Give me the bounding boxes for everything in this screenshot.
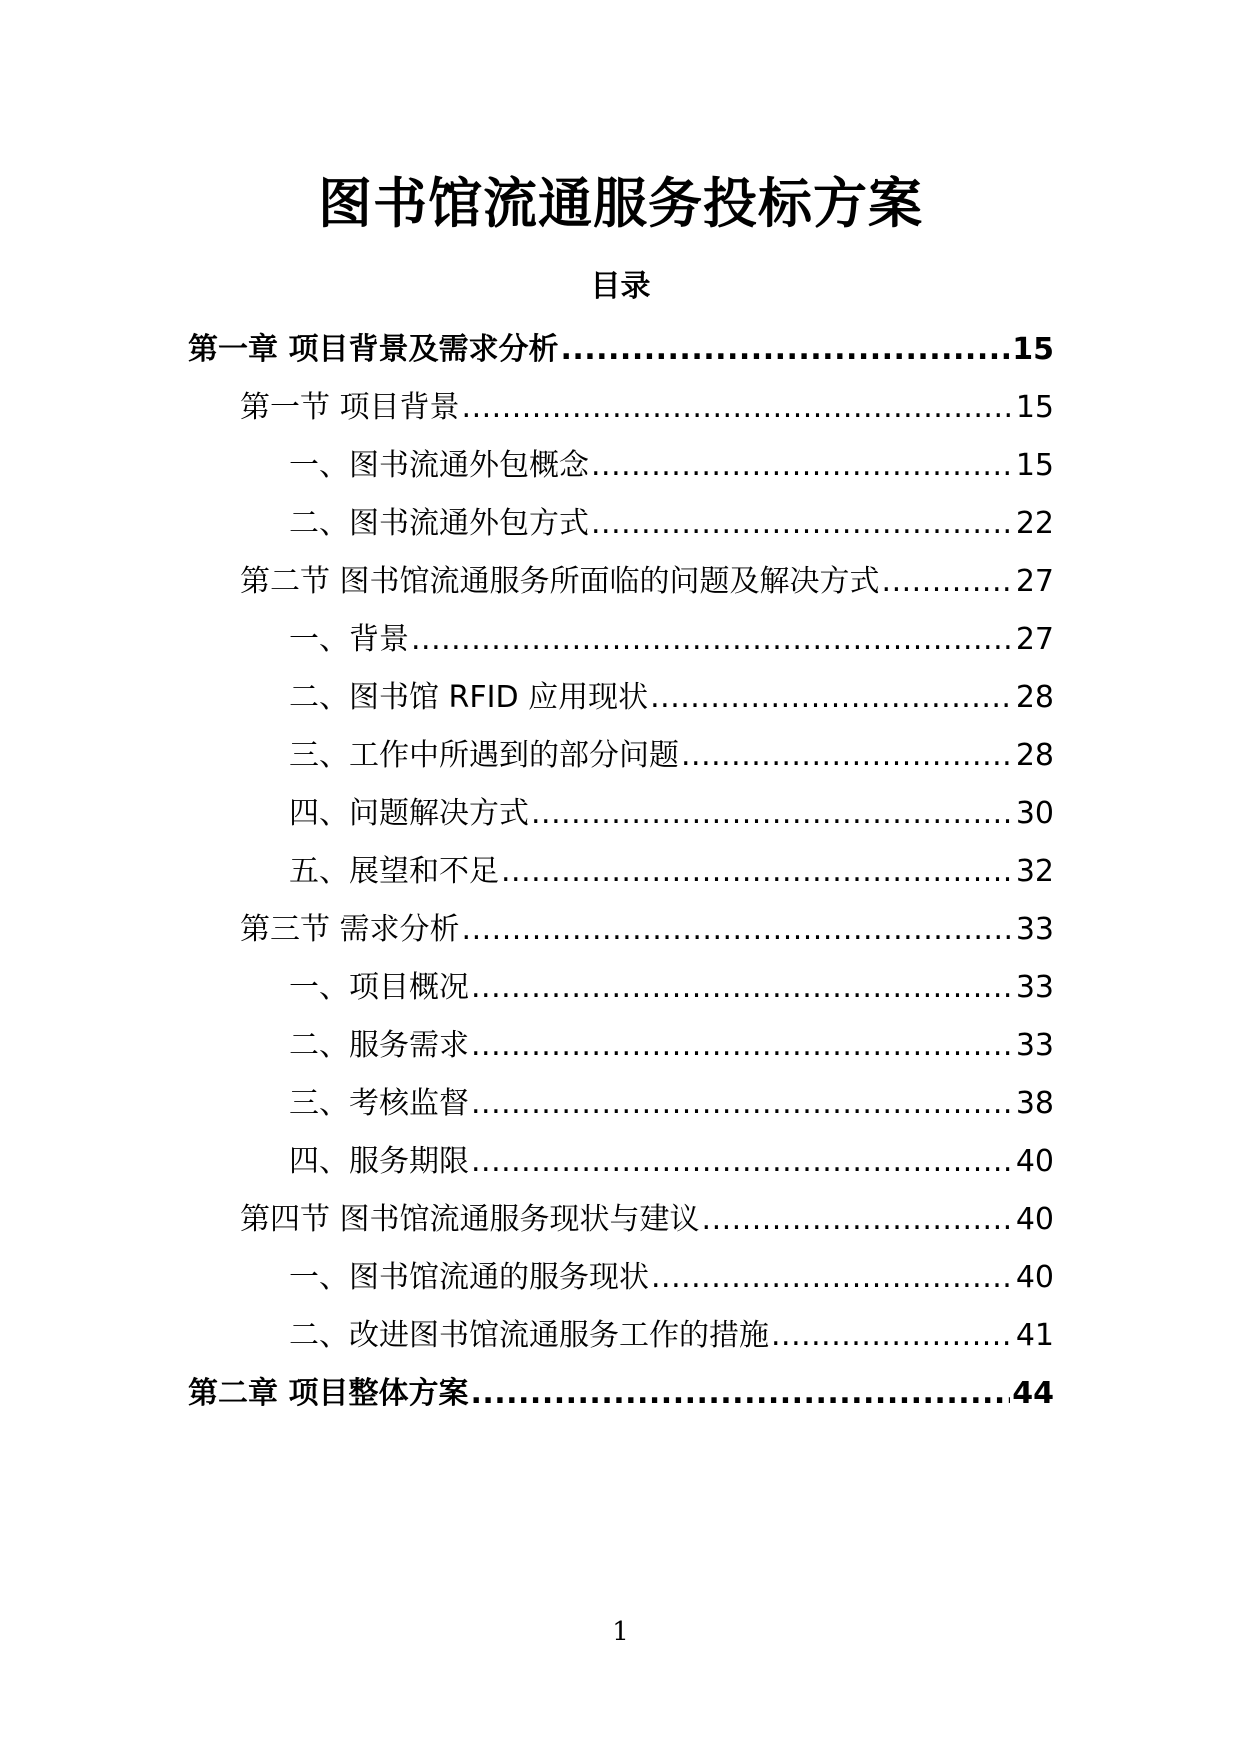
toc-entry-section-1-4[interactable] (240, 1196, 1054, 1244)
toc-entry-item[interactable] (289, 790, 1054, 838)
toc-entry-page: 30 (1015, 796, 1054, 831)
toc-entry-page: 38 (1015, 1086, 1054, 1121)
toc-entry-label: 二、改进图书馆流通服务工作的措施 (289, 1318, 769, 1353)
toc-entry-section-1-2[interactable] (240, 558, 1054, 606)
toc-dot-leader (651, 1254, 1014, 1302)
toc-entry-section-1-1[interactable] (240, 384, 1054, 432)
toc-entry-label: 三、考核监督 (289, 1086, 469, 1121)
toc-entry-label: 一、背景 (289, 622, 409, 657)
toc-entry-label: 二、图书流通外包方式 (289, 506, 589, 541)
toc-dot-leader (681, 732, 1014, 780)
toc-dot-leader (470, 1370, 1010, 1418)
toc-entry-item[interactable] (289, 1080, 1054, 1128)
toc-entry-label: 第三节 需求分析 (240, 912, 460, 947)
toc-entry-page: 28 (1015, 738, 1054, 773)
toc-dot-leader (591, 500, 1014, 548)
page-number: 1 (612, 1617, 629, 1647)
toc-entry-item[interactable] (289, 442, 1054, 490)
toc-entry-label: 第一节 项目背景 (240, 390, 460, 425)
toc-entry-chapter-1[interactable] (188, 326, 1054, 374)
toc-dot-leader (650, 674, 1014, 722)
toc-dot-leader (882, 558, 1014, 606)
toc-entry-page: 27 (1015, 622, 1054, 657)
toc-dot-leader (501, 848, 1014, 896)
toc-entry-item[interactable] (289, 732, 1054, 780)
toc-dot-leader (591, 442, 1014, 490)
toc-entry-page: 33 (1015, 1028, 1054, 1063)
toc-dot-leader (471, 1138, 1014, 1186)
toc-entry-label: 第二节 图书馆流通服务所面临的问题及解决方式 (240, 564, 880, 599)
toc-dot-leader (471, 1080, 1014, 1128)
toc-entry-label: 四、服务期限 (289, 1144, 469, 1179)
toc-entry-page: 33 (1015, 970, 1054, 1005)
toc-entry-page: 44 (1012, 1376, 1054, 1411)
toc-entry-label: 三、工作中所遇到的部分问题 (289, 738, 679, 773)
toc-entry-label: 一、项目概况 (289, 970, 469, 1005)
toc-entry-section-1-3[interactable] (240, 906, 1054, 954)
toc-entry-page: 40 (1015, 1260, 1054, 1295)
toc-dot-leader (471, 1022, 1014, 1070)
toc-entry-page: 15 (1015, 390, 1054, 425)
toc-entry-chapter-2[interactable] (188, 1370, 1054, 1418)
toc-entry-item[interactable] (289, 1312, 1054, 1360)
toc-entry-label: 第四节 图书馆流通服务现状与建议 (240, 1202, 700, 1237)
toc-entry-page: 40 (1015, 1202, 1054, 1237)
toc-dot-leader (411, 616, 1014, 664)
toc-entry-item[interactable] (289, 500, 1054, 548)
toc-entry-label: 一、图书流通外包概念 (289, 448, 589, 483)
toc-entry-item[interactable] (289, 616, 1054, 664)
toc-entry-page: 27 (1015, 564, 1054, 599)
toc-dot-leader (462, 384, 1014, 432)
toc-entry-page: 32 (1015, 854, 1054, 889)
toc-entry-item[interactable] (289, 1254, 1054, 1302)
toc-dot-leader (531, 790, 1014, 838)
toc-entry-page: 15 (1012, 332, 1054, 367)
toc-entry-label: 第一章 项目背景及需求分析 (188, 332, 559, 367)
toc-entry-item[interactable] (289, 964, 1054, 1012)
toc-dot-leader (560, 326, 1010, 374)
toc-entry-label: 第二章 项目整体方案 (188, 1376, 469, 1411)
toc-entry-label: 五、展望和不足 (289, 854, 499, 889)
toc-entry-item[interactable] (289, 674, 1054, 722)
toc-entry-item[interactable] (289, 848, 1054, 896)
toc-entry-page: 15 (1015, 448, 1054, 483)
toc-dot-leader (702, 1196, 1014, 1244)
toc-dot-leader (471, 964, 1014, 1012)
toc-heading: 目录 (590, 269, 651, 304)
toc-entry-item[interactable] (289, 1022, 1054, 1070)
toc-entry-label: 二、服务需求 (289, 1028, 469, 1063)
toc-entry-item[interactable] (289, 1138, 1054, 1186)
toc-entry-label: 四、问题解决方式 (289, 796, 529, 831)
toc-dot-leader (771, 1312, 1014, 1360)
toc-entry-page: 28 (1015, 680, 1054, 715)
toc-entry-page: 33 (1015, 912, 1054, 947)
toc-entry-page: 40 (1015, 1144, 1054, 1179)
toc-entry-page: 22 (1015, 506, 1054, 541)
toc-entry-label: 一、图书馆流通的服务现状 (289, 1260, 649, 1295)
toc-dot-leader (462, 906, 1014, 954)
toc-entry-label: 二、图书馆 RFID 应用现状 (289, 680, 649, 715)
document-title: 图书馆流通服务投标方案 (318, 172, 923, 235)
toc-entry-page: 41 (1015, 1318, 1054, 1353)
